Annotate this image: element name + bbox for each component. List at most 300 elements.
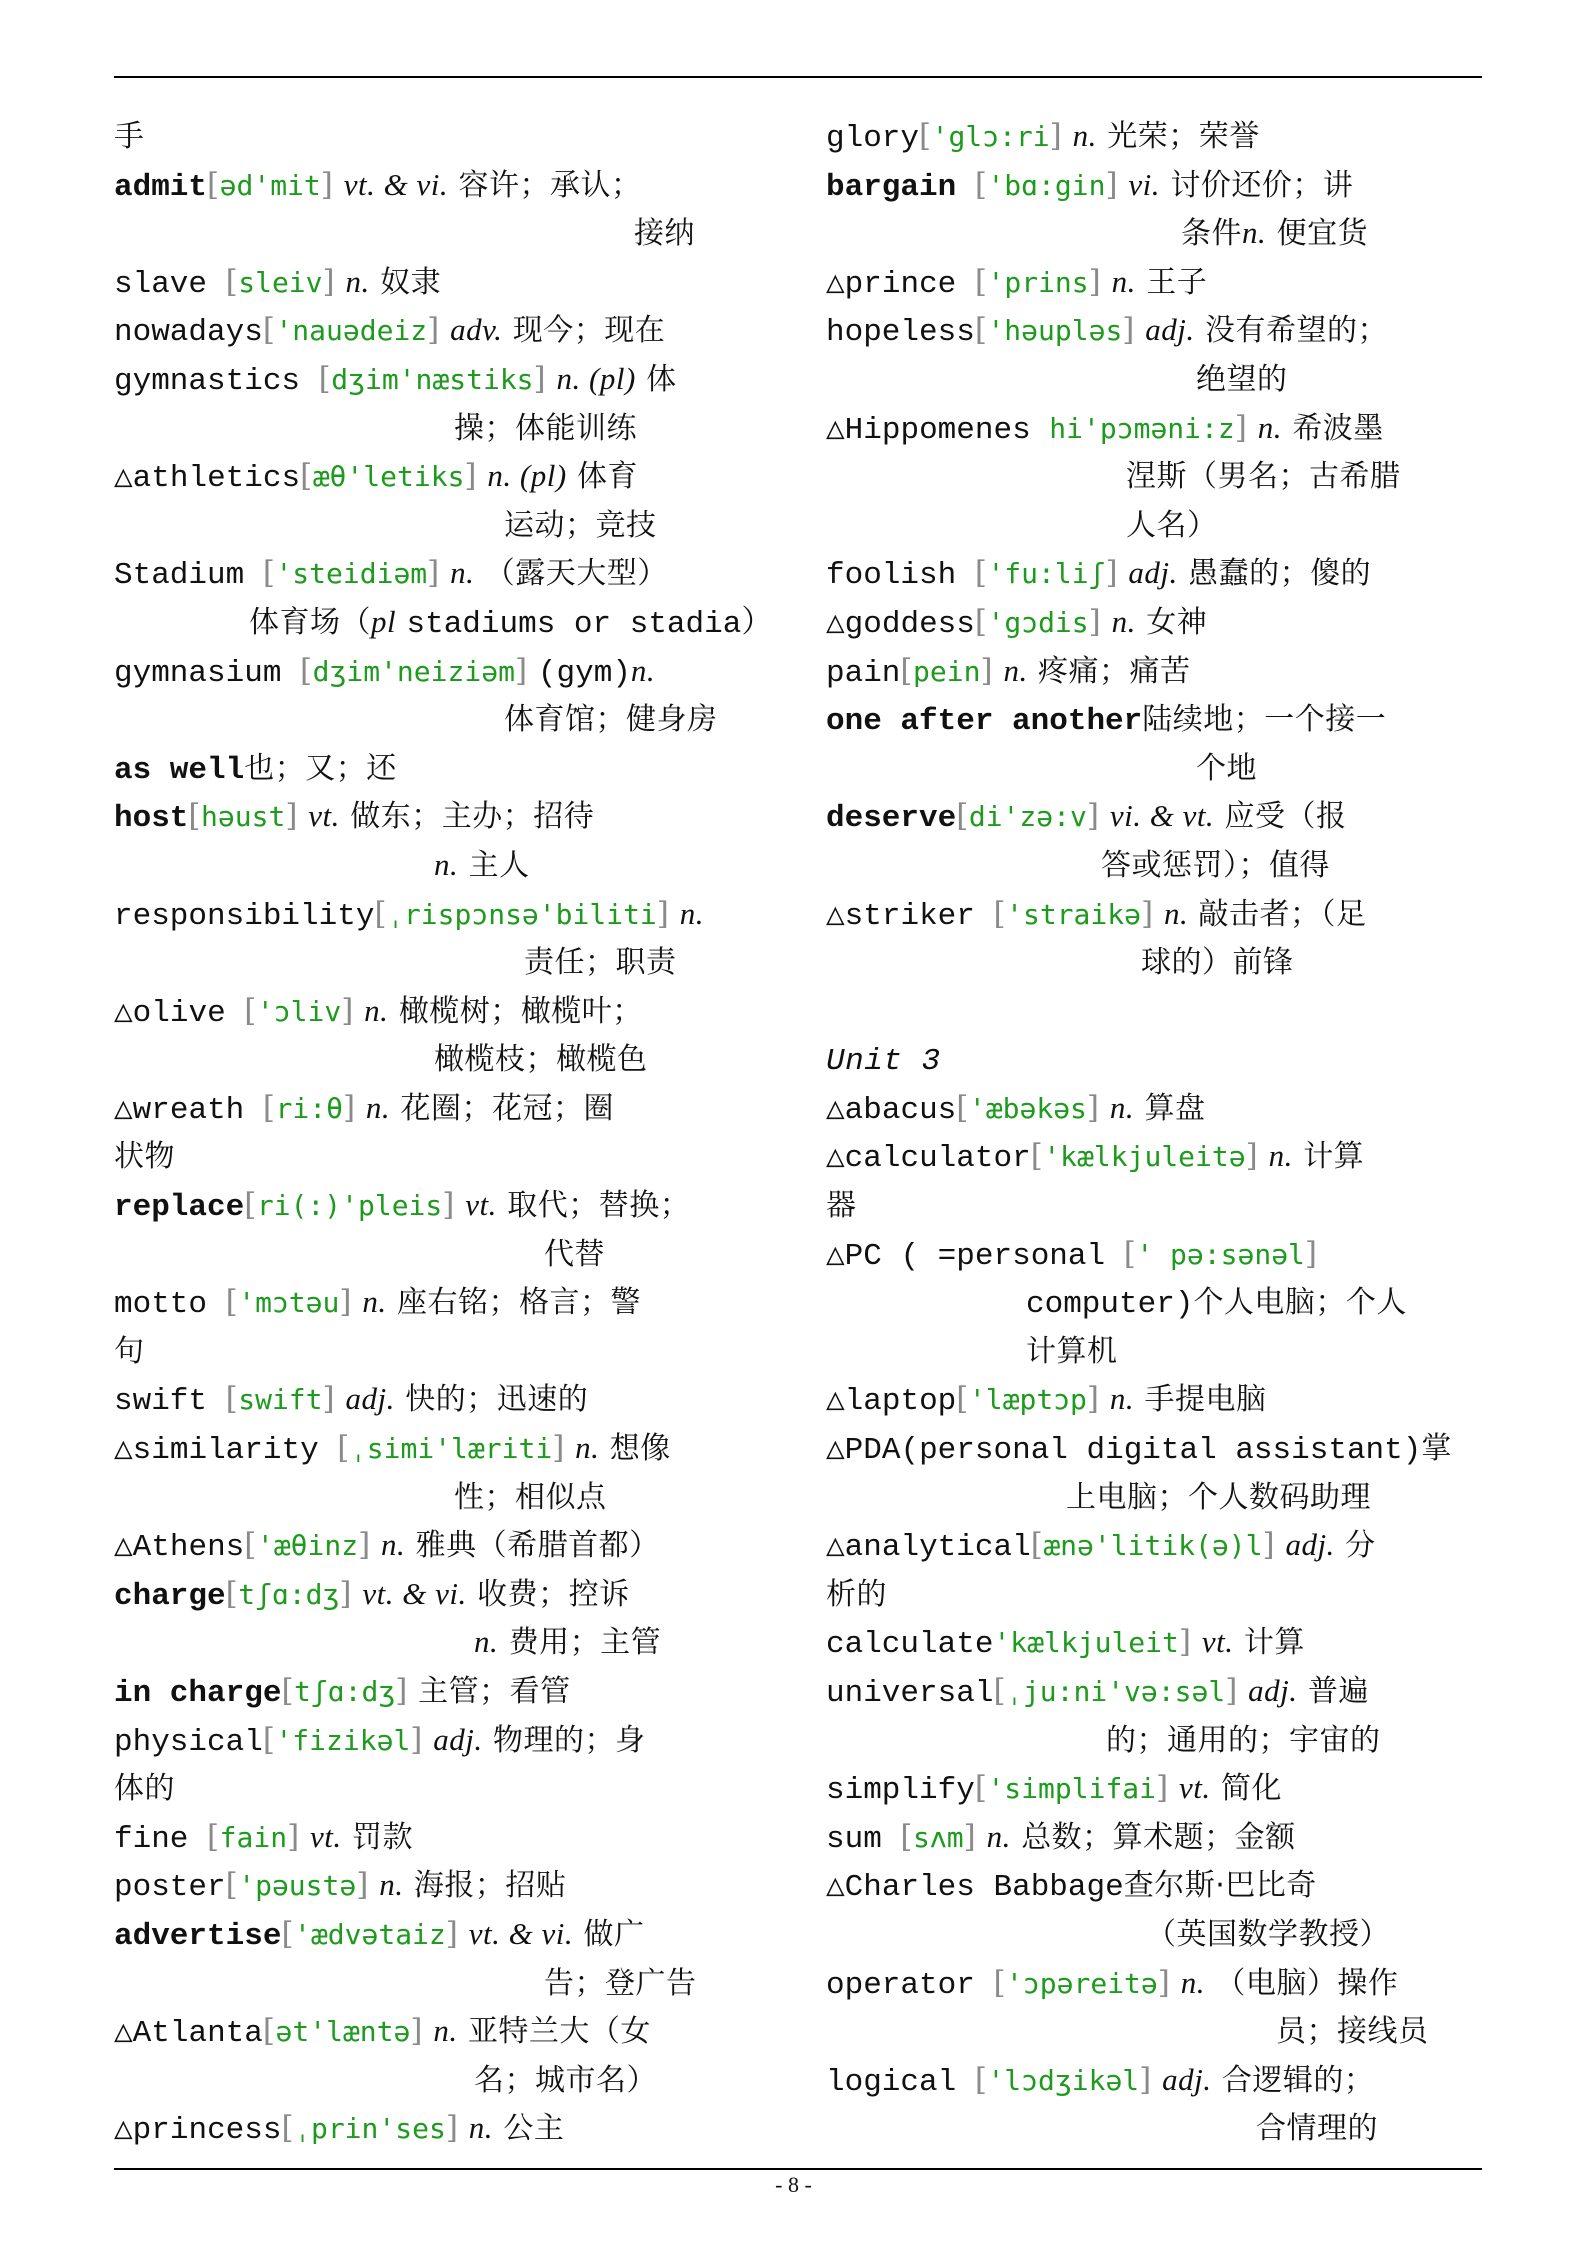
- bracket-close: ]: [445, 2110, 459, 2147]
- chinese-definition: 主管；看管: [418, 1674, 571, 1709]
- phonetic: æθ'letiks: [312, 460, 465, 494]
- vocab-line: [826, 1667, 1488, 1716]
- part-of-speech: n.: [1111, 603, 1136, 639]
- headword: glory: [826, 121, 920, 156]
- phonetic: ˌprin'ses: [294, 2112, 446, 2146]
- part-of-speech: n. (pl): [487, 458, 567, 494]
- vocab-line: [114, 987, 776, 1036]
- headword: slave: [114, 266, 226, 302]
- chinese-definition: 做广: [583, 1916, 645, 1952]
- part-of-speech: n.: [450, 555, 475, 591]
- chinese-definition: 操；体能训练: [454, 410, 637, 446]
- bracket-open: [: [225, 1575, 239, 1612]
- part-of-speech: n.: [345, 263, 370, 299]
- chinese-definition: 计算机: [1026, 1333, 1118, 1369]
- part-of-speech: n.: [362, 1284, 387, 1320]
- vocab-line: [826, 1959, 1488, 2008]
- vocab-line: [826, 2104, 1488, 2153]
- part-of-speech: vt. & vi.: [468, 1915, 574, 1951]
- chinese-definition: （英国数学教授）: [1146, 1916, 1390, 1952]
- chinese-definition: 光荣；荣誉: [1107, 119, 1260, 154]
- chinese-definition: （电脑）操作: [1215, 1965, 1399, 2001]
- headword: △wreath: [114, 1092, 263, 1128]
- part-of-speech: n.: [1109, 1381, 1135, 1417]
- vocab-line: [826, 258, 1488, 307]
- phonetic: swift: [238, 1383, 323, 1417]
- bracket-open: [: [974, 603, 988, 640]
- phonetic: 'kælkjuleitə: [1043, 1140, 1246, 1174]
- bracket-close: ]: [1122, 312, 1135, 349]
- vocab-line: [826, 1230, 1488, 1279]
- bracket-open: [: [374, 895, 388, 932]
- chinese-definition: 人名）: [1126, 507, 1218, 543]
- part-of-speech: n.: [434, 846, 459, 882]
- part-of-speech: vt. & vi.: [362, 1575, 467, 1611]
- headword: calculate: [826, 1627, 994, 1663]
- bracket-open: [: [244, 1187, 257, 1224]
- bracket-open: [: [1030, 1138, 1044, 1175]
- vocab-line: [114, 695, 776, 744]
- bracket-close: ]: [356, 1867, 369, 1904]
- bracket-open: [: [956, 1089, 969, 1126]
- bracket-close: ]: [358, 1527, 371, 1564]
- phonetic: ri(:)'pleis: [256, 1189, 443, 1223]
- phonetic: əd'mit: [219, 168, 321, 202]
- chinese-definition: 陆续地；一个接一: [1142, 702, 1387, 738]
- phonetic: sʌm: [913, 1820, 964, 1854]
- phonetic: həust: [201, 800, 286, 834]
- vocab-line: [114, 1084, 776, 1133]
- bracket-open: [: [900, 1818, 914, 1855]
- chinese-definition: 手: [114, 119, 145, 154]
- bracket-open: [: [281, 1915, 295, 1952]
- phonetic: dʒim'næstiks: [331, 362, 534, 396]
- vocab-line: [826, 1181, 1488, 1230]
- part-of-speech: n.: [1268, 1138, 1293, 1174]
- part-of-speech: n.: [986, 1818, 1011, 1854]
- headword: gymnastics: [114, 363, 319, 399]
- chinese-definition: 句: [114, 1333, 145, 1369]
- bracket-close: ]: [533, 360, 547, 397]
- chinese-definition: 员；接线员: [1276, 2014, 1429, 2050]
- headword-bold: in charge: [114, 1676, 282, 1711]
- bracket-open: [: [300, 652, 313, 689]
- headword: △Athens: [114, 1530, 245, 1566]
- bracket-close: ]: [1049, 118, 1063, 154]
- bracket-close: ]: [1140, 895, 1154, 932]
- part-of-speech: n.: [1257, 409, 1282, 445]
- chinese-definition: 讨价还价；讲: [1170, 167, 1354, 203]
- chinese-definition: 接纳: [634, 216, 695, 252]
- bracket-close: ]: [1088, 263, 1102, 300]
- chinese-definition: 王子: [1146, 264, 1208, 300]
- bracket-close: ]: [339, 1575, 352, 1612]
- phonetic: fain: [219, 1820, 288, 1854]
- part-of-speech: adj.: [1128, 555, 1178, 591]
- bracket-close: ]: [339, 1284, 352, 1321]
- chinese-definition: 手提电脑: [1144, 1382, 1267, 1418]
- vocab-line: [114, 1667, 776, 1716]
- bracket-open: [: [974, 166, 988, 203]
- vocab-line: [114, 1959, 776, 2008]
- headword-bold: replace: [114, 1190, 245, 1226]
- chinese-definition: 体育馆；健身房: [504, 702, 718, 738]
- bracket-open: [: [262, 1089, 276, 1126]
- part-of-speech: n.: [364, 992, 389, 1028]
- vocab-line: [114, 1716, 776, 1765]
- part-of-speech: n.: [1072, 118, 1097, 153]
- chinese-definition: 告；登广告: [544, 1965, 697, 2001]
- bracket-close: ]: [320, 166, 334, 203]
- bracket-open: [: [919, 118, 932, 154]
- part-of-speech: adj.: [345, 1381, 395, 1417]
- vocab-line: [826, 2007, 1488, 2056]
- phonetic: sleiv: [238, 265, 323, 299]
- chinese-definition: 状物: [114, 1139, 175, 1175]
- vocab-line: [114, 355, 776, 404]
- headword-bold: as well: [114, 752, 245, 788]
- phonetic: 'steidiəm: [275, 557, 428, 591]
- phonetic: 'glɔ:ri: [931, 120, 1050, 153]
- chinese-definition: 体: [646, 361, 677, 397]
- headword: Stadium: [114, 558, 263, 594]
- unit-heading: Unit 3: [826, 1044, 941, 1080]
- phonetic: 'fu:liʃ: [987, 557, 1106, 591]
- chinese-definition: 主人: [468, 847, 530, 883]
- vocab-line: [114, 1132, 776, 1181]
- bracket-open: [: [956, 1381, 969, 1418]
- chinese-definition: 计算: [1303, 1139, 1365, 1175]
- bracket-close: ]: [1105, 555, 1119, 592]
- vocab-line: [114, 112, 776, 161]
- phonetic: 'lɔdʒikəl: [987, 2063, 1140, 2097]
- phonetic: dʒim'neiziəm: [312, 654, 515, 688]
- vocab-line: [114, 890, 776, 939]
- chinese-definition: 运动；竞技: [504, 507, 657, 543]
- bracket-close: ]: [341, 992, 354, 1029]
- chinese-definition: （露天大型）: [484, 556, 668, 592]
- chinese-definition: 的；通用的；宇宙的: [1106, 1722, 1381, 1758]
- vocab-line: [114, 1521, 776, 1570]
- chinese-definition: 费用；主管: [508, 1625, 662, 1661]
- phonetic: ˌrispɔnsə'biliti: [387, 897, 657, 931]
- part-of-speech: adj.: [1285, 1527, 1335, 1563]
- part-of-speech: n.: [433, 2013, 458, 2049]
- bracket-close: ]: [1088, 603, 1102, 640]
- chinese-definition: 快的；迅速的: [405, 1382, 589, 1418]
- chinese-definition: 公主: [503, 2111, 565, 2147]
- bracket-open: [: [262, 2013, 276, 2050]
- chinese-definition: 橄榄树；橄榄叶；: [398, 993, 643, 1029]
- bracket-open: [: [900, 652, 914, 689]
- phonetic: ət'læntə: [275, 2015, 411, 2049]
- chinese-definition: 橄榄枝；橄榄色: [434, 1042, 648, 1078]
- vocab-line: [826, 1813, 1488, 1862]
- phonetic: 'kælkjuleit: [993, 1626, 1179, 1660]
- chinese-definition: 体育场（: [249, 604, 371, 640]
- vocab-line: [826, 1035, 1488, 1084]
- part-of-speech: adj.: [1145, 312, 1195, 348]
- headword: △PC ( =personal: [826, 1238, 1124, 1274]
- headword: △athletics: [114, 461, 301, 497]
- chinese-definition: 个人电脑；个人: [1193, 1285, 1407, 1321]
- vocab-line: [826, 1521, 1488, 1570]
- vocab-line: [826, 744, 1488, 793]
- part-of-speech: adj.: [1162, 2061, 1212, 2097]
- part-of-speech: vt. & vi.: [343, 166, 449, 202]
- vocab-line: [114, 1473, 776, 1522]
- chinese-definition: 名；城市名）: [474, 2062, 657, 2098]
- bracket-close: ]: [445, 1915, 459, 1952]
- vocab-line: [114, 452, 776, 501]
- bracket-close: ]: [427, 312, 440, 349]
- bracket-close: ]: [980, 652, 994, 689]
- part-of-speech: vi.: [1128, 166, 1161, 202]
- headword: logical: [826, 2064, 975, 2100]
- bracket-open: [: [993, 1964, 1007, 2001]
- bracket-close: ]: [464, 458, 478, 495]
- chinese-definition: 想像: [609, 1431, 671, 1467]
- bracket-open: [: [974, 312, 988, 349]
- bracket-close: ]: [442, 1187, 455, 1224]
- vocab-line: [114, 647, 776, 696]
- vocab-line: [826, 1084, 1488, 1133]
- phonetic: ænə'litik(ə)l: [1043, 1529, 1263, 1563]
- vocab-line: [114, 1278, 776, 1327]
- bracket-open: [: [244, 1527, 257, 1564]
- chinese-definition: 涅斯（男名；古希腊: [1126, 459, 1401, 495]
- vocab-line: [114, 744, 776, 793]
- vocab-line: [114, 1327, 776, 1376]
- headword: pain: [826, 655, 901, 691]
- chinese-definition: 亚特兰大（女: [467, 2014, 651, 2050]
- chinese-definition: 便宜货: [1276, 216, 1369, 252]
- chinese-definition: 个地: [1196, 750, 1257, 786]
- bracket-close: ]: [410, 2013, 423, 2050]
- headword: motto: [114, 1287, 226, 1323]
- phonetic: 'fizikəl: [275, 1723, 411, 1757]
- vocab-line: [114, 1181, 776, 1230]
- bracket-close: ]: [322, 263, 336, 300]
- phonetic: ˌju:ni'və:səl: [1006, 1675, 1226, 1708]
- part-of-speech: n.: [474, 1624, 499, 1660]
- headword: △abacus: [826, 1092, 957, 1128]
- vocab-line: [826, 452, 1488, 501]
- bracket-close: ]: [552, 1430, 565, 1467]
- headword: △similarity: [114, 1433, 338, 1469]
- headword: △analytical: [826, 1530, 1031, 1566]
- chinese-definition: 代替: [544, 1236, 605, 1272]
- bracket-close: ]: [1234, 409, 1248, 446]
- bracket-close: ]: [395, 1673, 408, 1709]
- part-of-speech: n.: [1111, 263, 1136, 299]
- bracket-close: ]: [1157, 1964, 1171, 2001]
- vocab-line: [826, 1424, 1488, 1473]
- headword: △PDA(personal digital assistant): [826, 1433, 1422, 1469]
- part-of-speech: n. (pl): [556, 360, 636, 396]
- vocab-line: [114, 2056, 776, 2105]
- bracket-close: ]: [287, 1818, 300, 1855]
- phonetic: ' pə:sənəl: [1136, 1237, 1305, 1271]
- headword: △princess: [114, 2113, 282, 2149]
- headword: swift: [114, 1384, 226, 1420]
- vocab-line: [114, 1230, 776, 1279]
- headword: responsibility: [114, 898, 375, 934]
- vocab-line: [826, 647, 1488, 696]
- phonetic: 'bɑ:gin: [987, 168, 1106, 202]
- vocab-line: [826, 695, 1488, 744]
- phonetic: 'ɔpəreitə: [1006, 1966, 1158, 2000]
- phonetic: ri:θ: [275, 1091, 343, 1125]
- headword: sum: [826, 1821, 901, 1857]
- headword-bold: bargain: [826, 169, 975, 205]
- phonetic: 'mɔtəu: [238, 1286, 340, 1320]
- headword-bold: admit: [114, 169, 208, 205]
- bracket-close: ]: [1086, 798, 1100, 835]
- vocab-line: [114, 1570, 776, 1619]
- part-of-speech: n.: [1003, 652, 1028, 688]
- headword-bold: advertise: [114, 1918, 282, 1954]
- chinese-definition: 普遍: [1307, 1674, 1369, 1709]
- chinese-definition: 合逻辑的；: [1221, 2062, 1375, 2098]
- phonetic: 'həupləs: [987, 314, 1123, 348]
- phonetic: 'læptɔp: [968, 1383, 1087, 1417]
- part-of-speech: n.: [575, 1430, 600, 1466]
- headword: △goddess: [826, 606, 975, 642]
- bracket-open: [: [993, 1673, 1007, 1709]
- vocab-line: [114, 792, 776, 841]
- vocab-line: [826, 1327, 1488, 1376]
- headword: gymnasium: [114, 655, 301, 691]
- chinese-definition: 没有希望的；: [1205, 313, 1388, 349]
- headword: operator: [826, 1967, 994, 2003]
- vocab-line: [114, 1375, 776, 1424]
- vocab-line: [826, 792, 1488, 841]
- headword-bold: charge: [114, 1578, 226, 1614]
- chinese-definition: 奴隶: [380, 264, 442, 300]
- part-of-speech: pl: [371, 603, 397, 639]
- header-rule: [114, 76, 1482, 78]
- vocab-line: [114, 1861, 776, 1910]
- phonetic: 'ɔliv: [256, 994, 342, 1028]
- chinese-definition: 绝望的: [1196, 361, 1288, 397]
- bracket-close: ]: [1086, 1089, 1100, 1126]
- chinese-definition: 体育: [577, 459, 639, 495]
- bracket-close: ]: [963, 1818, 977, 1855]
- headword: △laptop: [826, 1384, 957, 1420]
- phonetic: 'gɔdis: [987, 605, 1089, 639]
- chinese-definition: 总数；算术题；金额: [1021, 1819, 1296, 1855]
- headword: fine: [114, 1821, 208, 1857]
- chinese-definition: 花圈；花冠；圈: [400, 1090, 615, 1126]
- headword: stadiums or stadia）: [406, 606, 773, 642]
- bracket-open: [: [225, 1867, 239, 1904]
- chinese-definition: 雅典（希腊首都）: [415, 1528, 660, 1564]
- headword: poster: [114, 1870, 226, 1906]
- phonetic: 'ædvətaiz: [294, 1917, 446, 1951]
- chinese-definition: 条件: [1181, 216, 1242, 252]
- chinese-definition: 女神: [1146, 604, 1208, 640]
- phonetic: tʃɑ:dʒ: [238, 1577, 340, 1611]
- phonetic: 'æbəkəs: [968, 1091, 1087, 1125]
- bracket-close: ]: [285, 798, 298, 835]
- part-of-speech: adj.: [1248, 1673, 1298, 1708]
- headword: foolish: [826, 558, 975, 594]
- bracket-open: [: [300, 458, 313, 495]
- part-of-speech: n.: [679, 895, 704, 931]
- chinese-definition: 罚款: [352, 1819, 414, 1855]
- chinese-definition: 合情理的: [1256, 2111, 1378, 2147]
- vocab-line: [826, 841, 1488, 890]
- bracket-open: [: [281, 1673, 295, 1709]
- vocab-line: [826, 987, 1488, 1036]
- chinese-definition: 算盘: [1144, 1090, 1206, 1126]
- bracket-close: ]: [1086, 1381, 1100, 1418]
- phonetic: ˌsimi'læriti: [349, 1432, 553, 1466]
- vocab-line: [114, 598, 776, 647]
- chinese-definition: 容许；承认；: [458, 167, 642, 203]
- headword: △prince: [826, 266, 975, 302]
- vocab-line: [114, 1424, 776, 1473]
- vocab-line: [114, 501, 776, 550]
- part-of-speech: adv.: [450, 312, 503, 348]
- part-of-speech: n.: [1180, 1964, 1205, 2000]
- phonetic: pein: [913, 654, 981, 688]
- headword: △Hippomenes: [826, 412, 1050, 448]
- chinese-definition: 查尔斯·巴比奇: [1123, 1868, 1317, 1904]
- vocab-line: [826, 1132, 1488, 1181]
- bracket-open: [: [244, 992, 257, 1029]
- headword: simplify: [826, 1773, 975, 1809]
- vocab-line: [826, 404, 1488, 453]
- headword: nowadays: [114, 315, 263, 351]
- chinese-definition: 海报；招贴: [413, 1868, 567, 1904]
- bracket-open: [: [262, 312, 276, 349]
- bracket-open: [: [318, 360, 332, 397]
- headword: physical: [114, 1724, 263, 1760]
- bracket-open: [: [974, 555, 988, 592]
- vocab-line: [826, 1910, 1488, 1959]
- bracket-open: [: [1030, 1527, 1044, 1564]
- bracket-close: ]: [1178, 1624, 1192, 1661]
- bracket-open: [: [262, 555, 276, 592]
- vocab-line: [114, 1764, 776, 1813]
- bracket-close: ]: [656, 895, 670, 932]
- vocab-line: [114, 306, 776, 355]
- vocab-line: [114, 2104, 776, 2153]
- part-of-speech: n.: [1163, 895, 1189, 931]
- chinese-definition: 性；相似点: [454, 1479, 607, 1515]
- part-of-speech: n.: [379, 1867, 404, 1903]
- headword: △Charles Babbage: [826, 1870, 1124, 1906]
- headword: computer): [1026, 1287, 1194, 1323]
- part-of-speech: vt.: [1178, 1770, 1211, 1806]
- chinese-definition: 现今；现在: [512, 313, 666, 349]
- vocab-line: [114, 1035, 776, 1084]
- bracket-open: [: [974, 1770, 988, 1807]
- part-of-speech: n.: [381, 1527, 406, 1563]
- chinese-definition: 掌: [1421, 1431, 1452, 1467]
- chinese-definition: 座右铭；格言；警: [396, 1285, 641, 1321]
- bracket-open: [: [974, 2061, 988, 2098]
- vocab-line: [826, 1375, 1488, 1424]
- chinese-definition: 析的: [826, 1576, 887, 1612]
- vocab-line: [826, 2056, 1488, 2105]
- headword: △Atlanta: [114, 2016, 263, 2052]
- headword-bold: deserve: [826, 801, 957, 837]
- headword: △calculator: [826, 1141, 1031, 1177]
- vocab-line: [826, 306, 1488, 355]
